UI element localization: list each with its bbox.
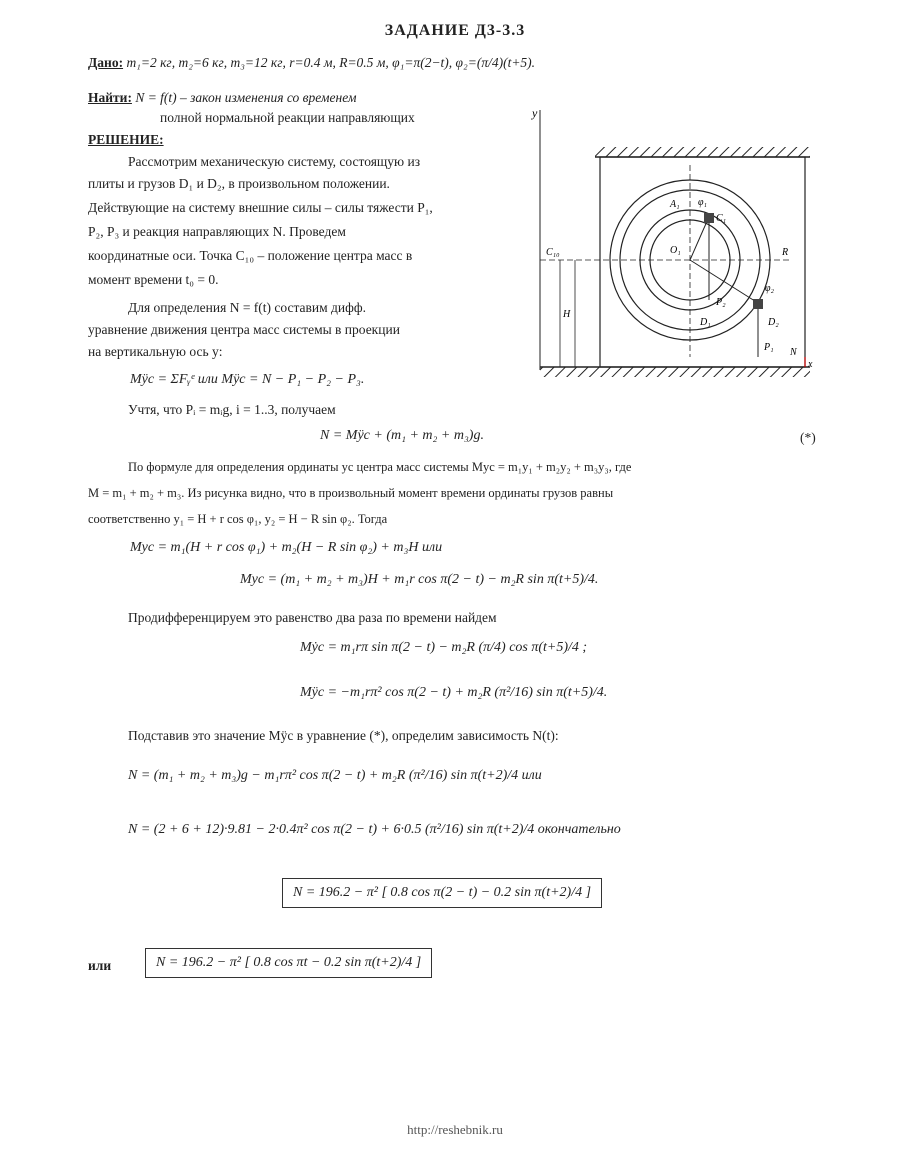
label-P2: P₂ bbox=[716, 297, 726, 308]
equation-7: N = (m₁ + m₂ + m₃)g − m₁rπ² cos π(2 − t) + m₂R (π²/16) sin π(t+2)/4 или bbox=[128, 768, 542, 783]
label-C1: C₁ bbox=[716, 213, 727, 224]
para3-line-1: По формуле для определения ординаты yc центра масс системы Myc = m₁y₁ + m₂y₂ + m₃y₃, где bbox=[128, 460, 632, 474]
load-D2 bbox=[753, 299, 763, 309]
mechanism-figure bbox=[520, 95, 820, 395]
solution-line-4: P₂, P₃ и реакция направляющих N. Проведем bbox=[88, 224, 346, 239]
result-box-2: N = 196.2 − π² [ 0.8 cos πt − 0.2 sin π(t+2)/4 ] bbox=[145, 948, 432, 978]
para3-line-2: M = m₁ + m₂ + m₃. Из рисунка видно, что в произвольный момент времени ординаты грузов равны bbox=[88, 486, 614, 500]
radius-r bbox=[690, 219, 708, 260]
find-label: Найти: bbox=[88, 90, 132, 105]
find-text-1: N = f(t) – закон изменения со временем bbox=[135, 90, 357, 105]
solution-line-6: момент времени t₀ = 0. bbox=[88, 272, 219, 287]
solution-line-1: Рассмотрим механическую систему, состоящую из bbox=[128, 154, 421, 169]
solution-line-5: координатные оси. Точка C₁₀ – положение центра масс в bbox=[88, 248, 413, 263]
label-phi2: φ₂ bbox=[765, 283, 775, 294]
label-P1: P₁ bbox=[764, 342, 774, 353]
equation-6: Mÿc = −m₁rπ² cos π(2 − t) + m₂R (π²/16) sin π(t+5)/4. bbox=[300, 685, 608, 700]
label-A1: A₁ bbox=[670, 199, 680, 210]
equation-2-tag: (*) bbox=[800, 430, 816, 445]
equation-3: Myc = m₁(H + r cos φ₁) + m₂(H − R sin φ₂) + m₃H или bbox=[130, 540, 443, 555]
note-1: Учтя, что Pᵢ = mᵢg, i = 1..3, получаем bbox=[128, 402, 336, 417]
find-line bbox=[88, 90, 357, 106]
label-C10: C₁₀ bbox=[546, 247, 560, 258]
solution-heading: РЕШЕНИЕ: bbox=[88, 132, 164, 147]
top-guide-hatch bbox=[595, 147, 810, 157]
label-N: N bbox=[790, 347, 797, 358]
note-3: Подставив это значение Mÿc в уравнение (*), определим зависимость N(t): bbox=[128, 728, 559, 743]
find-text-2: полной нормальной реакции направляющих bbox=[160, 110, 415, 125]
label-O1: O₁ bbox=[670, 245, 681, 256]
para2-line-2: уравнение движения центра масс системы в проекции bbox=[88, 322, 400, 337]
given-text: m₁=2 кг, m₂=6 кг, m₃=12 кг, r=0.4 м, R=0.5 м, φ₁=π(2−t), φ₂=(π/4)(t+5). bbox=[126, 55, 536, 70]
or-label: или bbox=[88, 958, 112, 973]
solution-line-3: Действующие на систему внешние силы – силы тяжести P₁, bbox=[88, 200, 433, 215]
given-line bbox=[88, 55, 535, 71]
y-axis-label: y bbox=[532, 106, 538, 120]
label-R: R bbox=[782, 247, 789, 258]
para2-line-3: на вертикальную ось y: bbox=[88, 344, 223, 359]
equation-2: N = Mÿc + (m₁ + m₂ + m₃)g. bbox=[320, 428, 484, 443]
bottom-guide-hatch bbox=[540, 367, 810, 377]
equation-4: Myc = (m₁ + m₂ + m₃)H + m₁r cos π(2 − t) − m₂R sin π(t+5)/4. bbox=[240, 572, 599, 587]
para3-line-3: соответственно y₁ = H + r cos φ₁, y₂ = H − R sin φ₂. Тогда bbox=[88, 512, 388, 526]
load-D1 bbox=[704, 213, 714, 223]
equation-1: Mÿc = ΣFᵧᵉ или Mÿc = N − P₁ − P₂ − P₃. bbox=[130, 372, 365, 387]
para2-line-1: Для определения N = f(t) составим дифф. bbox=[128, 300, 366, 315]
given-label: Дано: bbox=[88, 55, 124, 70]
plate bbox=[600, 157, 805, 367]
label-H: H bbox=[563, 309, 571, 320]
label-D1: D₁ bbox=[700, 317, 711, 328]
equation-5: Mẏc = m₁rπ sin π(2 − t) − m₂R (π/4) cos π(t+5)/4 ; bbox=[300, 640, 588, 655]
label-phi1: φ₁ bbox=[698, 197, 708, 208]
label-x: x bbox=[808, 359, 813, 370]
footer-url: http://reshebnik.ru bbox=[407, 1122, 503, 1137]
solution-line-2: плиты и грузов D₁ и D₂, в произвольном положении. bbox=[88, 176, 390, 191]
result-box-1: N = 196.2 − π² [ 0.8 cos π(2 − t) − 0.2 sin π(t+2)/4 ] bbox=[282, 878, 602, 908]
equation-8: N = (2 + 6 + 12)·9.81 − 2·0.4π² cos π(2 − t) + 6·0.5 (π²/16) sin π(t+2)/4 окончательно bbox=[128, 822, 621, 837]
task-title: ЗАДАНИЕ Д3-3.3 bbox=[384, 22, 526, 39]
note-2: Продифференцируем это равенство два раза по времени найдем bbox=[128, 610, 497, 625]
label-D2: D₂ bbox=[768, 317, 779, 328]
